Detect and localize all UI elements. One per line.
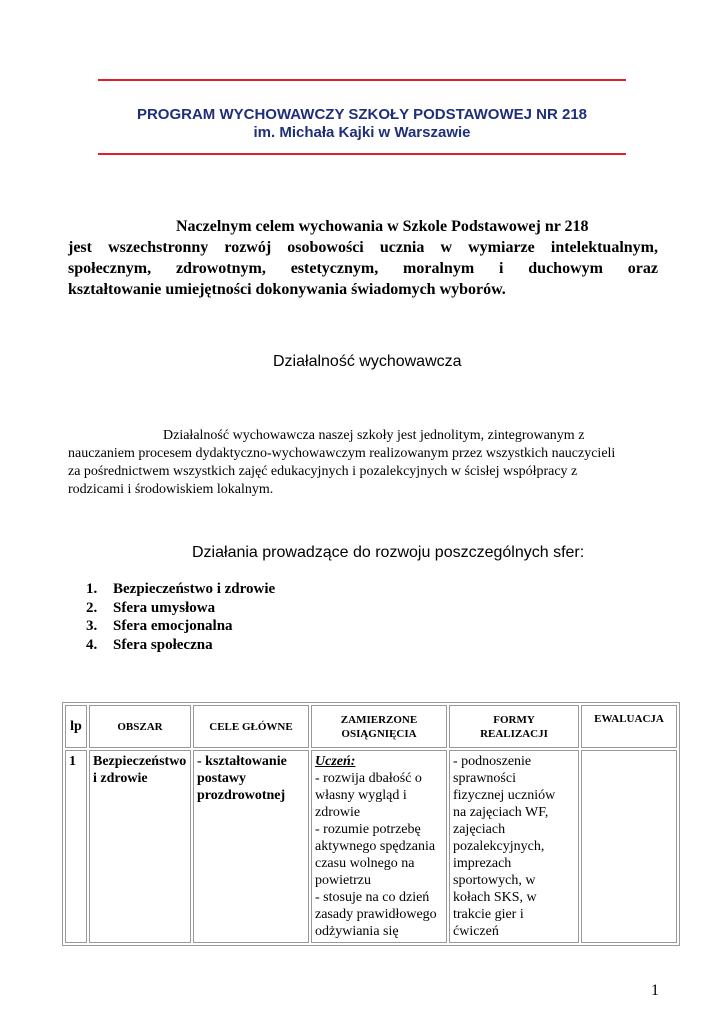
page-number: 1 [651, 982, 659, 999]
header-top-rule [98, 79, 626, 81]
section-heading-dzialalnosc: Działalność wychowawcza [273, 353, 462, 370]
table-row [65, 750, 677, 943]
goal-line-4: kształtowanie umiejętności dokonywania świadomych wyborów. [68, 281, 506, 298]
list-item: 4. Sfera społeczna [86, 636, 213, 653]
uczen-label: Uczeń: [315, 754, 356, 769]
row1-formy: - podnoszenie sprawności fizycznej uczniów na zajęciach WF, zajęciach pozalekcyjnych, imprezach sportowych, w kołach SKS, w trakcie gier i ćwiczeń [449, 750, 579, 943]
list-item: 3. Sfera emocjonalna [86, 618, 233, 634]
row1-lp: 1 [65, 750, 87, 943]
section1-line-1: Działalność wychowawcza naszej szkoły jest jednolitym, zintegrowanym z [163, 428, 585, 443]
title-line-1: PROGRAM WYCHOWAWCZY SZKOŁY PODSTAWOWEJ NR 218 [136, 106, 588, 123]
goal-line-1: Naczelnym celem wychowania w Szkole Podstawowej nr 218 [176, 218, 589, 235]
header-obszar: OBSZAR [89, 705, 191, 748]
header-bottom-rule [98, 153, 626, 155]
spheres-list [86, 580, 275, 654]
list-item: 2. Sfera umysłowa [86, 599, 216, 616]
row1-obszar: Bezpieczeństwo i zdrowie [89, 750, 191, 943]
section1-paragraph [68, 427, 658, 499]
program-table [62, 702, 680, 946]
row1-ewaluacja [581, 750, 677, 943]
header-ewaluacja: EWALUACJA [581, 705, 677, 748]
row1-cele: - kształtowanie postawy prozdrowotnej [193, 750, 309, 943]
row1-osiagniecia: Uczeń: - rozwija dbałość o własny wygląd i zdrowie - rozumie potrzebę aktywnego spędzania czasu wolnego na powietrzu - stosuje na co dzień zasady prawidłowego odżywiania się [311, 750, 447, 943]
document-title [98, 106, 626, 142]
section1-line-3: za pośrednictwem wszystkich zajęć edukacyjnych i pozalekcyjnych w ścisłej współpracy z [68, 464, 578, 479]
table-header-row [65, 705, 677, 748]
header-zamierzone: ZAMIERZONE OSIĄGNIĘCIA [311, 705, 447, 748]
section1-line-4: rodzicami i środowiskiem lokalnym. [68, 482, 274, 497]
section1-line-2: nauczaniem procesem dydaktyczno-wychowawczym realizowanym przez wszystkich nauczycieli [68, 446, 616, 461]
section-heading-dzialania: Działania prowadzące do rozwoju poszczególnych sfer: [192, 544, 585, 561]
goal-paragraph [68, 216, 658, 300]
header-formy: FORMY REALIZACJI [449, 705, 579, 748]
header-cele: CELE GŁÓWNE [193, 705, 309, 748]
goal-line-3: społecznym, zdrowotnym, estetycznym, moralnym i duchowym oraz [68, 260, 658, 277]
title-line-2: im. Michała Kajki w Warszawie [253, 124, 471, 141]
goal-line-2: jest wszechstronny rozwój osobowości ucznia w wymiarze intelektualnym, [68, 239, 658, 256]
header-lp: lp [65, 705, 87, 748]
list-item: 1. Bezpieczeństwo i zdrowie [86, 581, 276, 597]
